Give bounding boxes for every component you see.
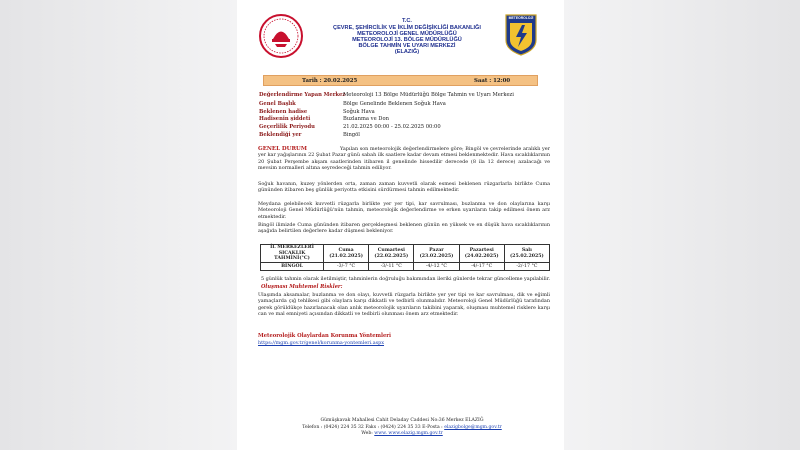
table-corner-header — [261, 245, 324, 263]
temperature-forecast-table — [260, 244, 550, 271]
info-label-period: Geçerlilik Periyodu — [259, 124, 315, 130]
header-line-1: T.C. — [402, 18, 412, 24]
table-temp-cell: -4/-12 °C — [414, 263, 459, 271]
general-paragraph-4: Bingöl ilimizde Cuma gününden itibaren gerçekleşmesi beklenen günün en yüksek ve en düşük hava sıcaklıklarının aşağıda belirtilen değerlere kadar düşmesi bekleniyor. — [258, 222, 550, 235]
table-temp-cell: -4/-17 °C — [459, 263, 504, 271]
info-value-severity: Buzlanma ve Don — [343, 116, 389, 122]
ministry-emblem-icon — [259, 14, 303, 58]
document-page — [237, 0, 564, 450]
table-row — [261, 263, 550, 271]
table-header-row — [261, 245, 550, 263]
day-name: Pazar — [429, 248, 444, 253]
day-name: Cumartesi — [377, 248, 405, 253]
info-value-event: Soğuk Hava — [343, 109, 375, 115]
table-day-header — [504, 245, 549, 263]
info-label-title: Genel Başlık — [259, 101, 296, 107]
table-day-header — [414, 245, 459, 263]
table-day-header — [369, 245, 414, 263]
background-left — [0, 0, 237, 450]
general-paragraph-2: Soğuk havanın, kuzey yönlerden orta, zaman zaman kuvvetli olarak esmesi beklenen rüzgarlarla birlikte Cuma gününden itibaren beş günlük periyotta etkisini sürdürmesi tahmin edilmektedir. — [258, 181, 550, 194]
date-time-bar — [263, 75, 538, 86]
background-right — [563, 0, 800, 450]
protection-link[interactable]: https://mgm.gov.tr/genel/korunma-yontemleri.aspx — [258, 340, 385, 346]
day-date: (23.02.2025) — [419, 253, 454, 259]
forecast-note: 5 günlük tahmin olarak iletilmiştir, tahminlerin doğruluğu bakımından ileriki günlerde tekrar güncelleme yapılabilir. — [261, 276, 551, 282]
footer-phone: Telefon : (0424) 224 35 32 Faks : (0424) 224 35 33 E-Posta : — [302, 425, 445, 430]
general-paragraph-1: Yapılan son meteorolojik değerlendirmelere göre; Bingöl ve çevrelerinde aralıklı yer yer kar yağışlarının 22 Şubat Pazar günü sabah ilk saatlere kadar devam etmesi beklenmektedir. Hava sıcaklıklarının 20 Şubat Perşembe akşam saatlerinden itibaren il genelinde hissedilir derecede (8 ila 12 derece) azalacağı ve mevsim normalleri altına seyredeceği tahmin ediliyor. — [258, 146, 550, 171]
footer-web-line — [277, 431, 527, 436]
header-city: (ELAZIĞ) — [394, 49, 420, 55]
general-paragraph-3: Meydana gelebilecek kuvvetli rüzgarla birlikte yer yer tipi, kar savrulması, buzlanma ve don olaylarına karşı Meteoroloji Genel Müdürlüğü'nün tahmin, meteorolojik değerlendirme ve erken uyarıların takip edilmesi önem arz etmektedir. — [258, 201, 550, 220]
corner-line: İL MERKEZLERİ — [270, 245, 314, 251]
info-value-period: 21.02.2025 00:00 - 25.02.2025 00:00 — [343, 124, 441, 130]
table-day-header — [324, 245, 369, 263]
info-label-center: Değerlendirme Yapan Merkez — [259, 92, 346, 98]
table-temp-cell: -3/-11 °C — [369, 263, 414, 271]
corner-line: SICAKLIK — [278, 250, 306, 256]
info-label-location: Beklendiği yer — [259, 132, 302, 138]
day-date: (22.02.2025) — [374, 253, 409, 259]
footer-email[interactable]: elazigbolge@mgm.gov.tr — [444, 425, 502, 430]
meteorology-logo-text: METEOROLOJİ — [508, 16, 534, 20]
report-time: Saat : 12:00 — [474, 77, 511, 84]
info-value-title: Bölge Genelinde Beklenen Soğuk Hava — [343, 101, 446, 107]
footer-address: Gümüşkavak Mahallesi Cahit Deladay Caddesi No:36 Merkez ELAZIĞ — [320, 418, 484, 423]
table-city-cell: BİNGÖL — [261, 263, 324, 271]
footer-contact — [277, 425, 527, 430]
header-directorate: METEOROLOJİ GENEL MÜDÜRLÜĞÜ — [357, 31, 457, 37]
day-date: (25.02.2025) — [509, 253, 544, 259]
header-region: METEOROLOJİ 13. BÖLGE MÜDÜRLÜĞÜ — [352, 37, 462, 43]
footer-web-label: Web: — [361, 431, 375, 436]
day-date: (21.02.2025) — [329, 253, 363, 259]
risks-paragraph: Ulaşımda aksamalar, buzlanma ve don olayı, kuvvetli rüzgarla birlikte yer yer tipi ve kar savrulması, dik ve eğimli yamaçlarda çığ tehlikesi gibi olaylara karşı dikkatli ve tedbirli olunmalıdır. Meteoroloji Genel Müdürlüğü tarafından gerek görüldükçe hazırlanacak olan anlık meteorolojik uyarıların takibini yaparak, oluşması muhtemel risklere karşı can ve mal emniyeti açısından dikkatli ve tedbirli olunması önem arz etmektedir. — [258, 292, 550, 317]
day-name: Salı — [521, 248, 532, 253]
day-date: (24.02.2025) — [464, 253, 499, 259]
corner-line: TAHMİNİ(°C) — [274, 256, 310, 262]
report-date: Tarih : 20.02.2025 — [302, 77, 358, 84]
header-ministry: ÇEVRE, ŞEHİRCİLİK VE İKLİM DEĞİŞİKLİĞİ BAKANLIĞI — [333, 25, 481, 31]
info-value-center: Meteoroloji 13 Bölge Müdürlüğü Bölge Tahmin ve Uyarı Merkezi — [343, 92, 514, 98]
info-value-location: Bingöl — [343, 132, 360, 138]
footer-web-link[interactable]: www. www.elazig.mgm.gov.tr — [374, 431, 443, 436]
risks-title: Oluşması Muhtemel Riskler: — [261, 284, 343, 290]
table-temp-cell: -3/-7 °C — [324, 263, 369, 271]
table-day-header — [459, 245, 504, 263]
section-title-general: GENEL DURUM — [258, 146, 307, 152]
info-label-severity: Hadisenin şiddeti — [259, 116, 311, 122]
header-center: BÖLGE TAHMİN VE UYARI MERKEZİ — [358, 43, 456, 49]
protection-title: Meteorolojik Olaylardan Korunma Yöntemleri — [258, 333, 391, 339]
info-label-event: Beklenen hadise — [259, 109, 308, 115]
day-name: Pazartesi — [469, 248, 494, 253]
table-temp-cell: -2/-17 °C — [504, 263, 549, 271]
day-name: Cuma — [338, 248, 354, 253]
